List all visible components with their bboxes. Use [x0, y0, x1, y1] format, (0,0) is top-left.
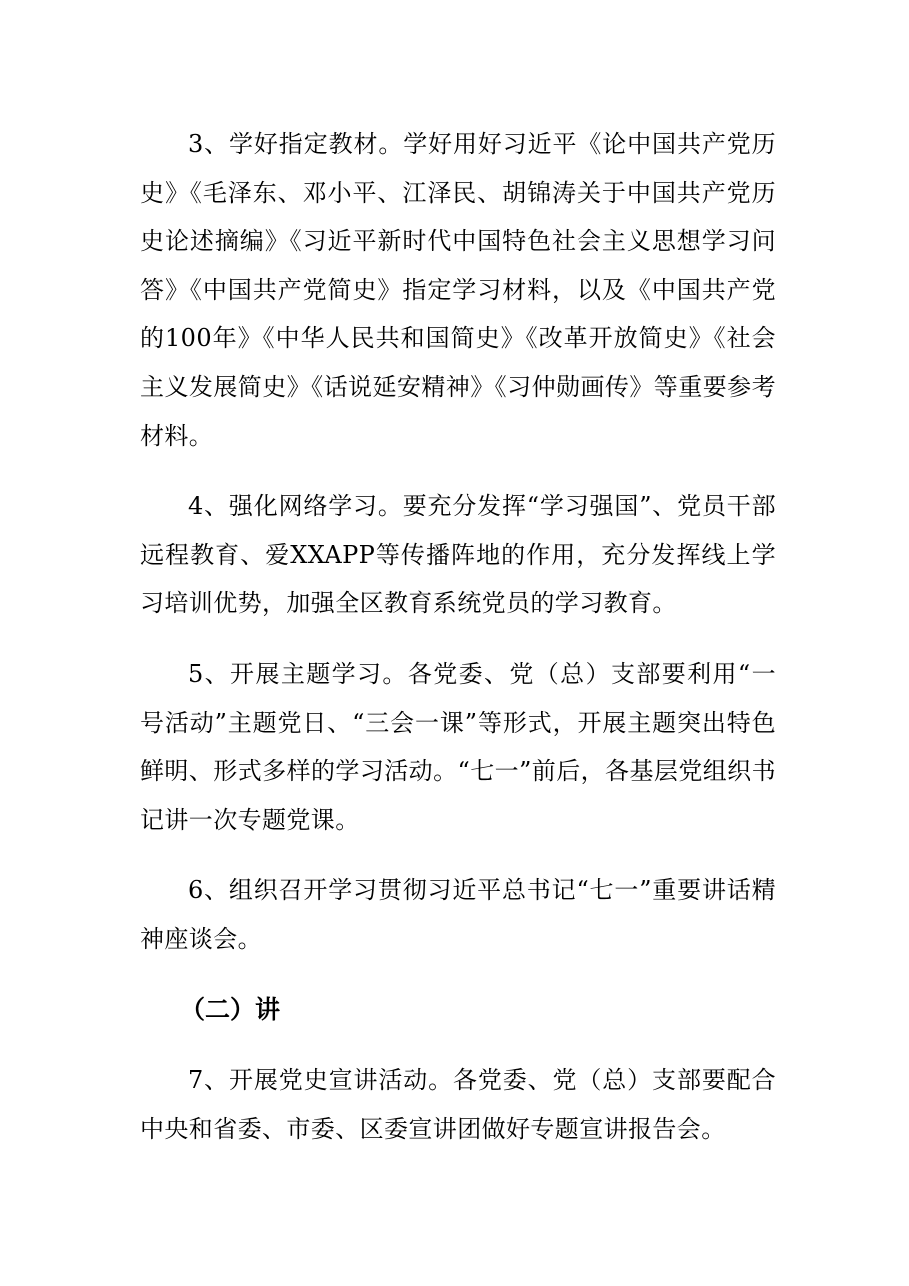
paragraph-item-7: 7、开展党史宣讲活动。各党委、党（总）支部要配合中央和省委、市委、区委宣讲团做好专题宣讲报告会。 — [140, 1066, 776, 1143]
paragraph-item-6: 6、组织召开学习贯彻习近平总书记“七一”重要讲话精神座谈会。 — [140, 876, 776, 953]
paragraph-item-4: 4、强化网络学习。要充分发挥“学习强国”、党员干部远程教育、爱XXAPP等传播阵地的作用，充分发挥线上学习培训优势，加强全区教育系统党员的学习教育。 — [140, 492, 776, 618]
paragraph-item-3: 3、学好指定教材。学好用好习近平《论中国共产党历史》《毛泽东、邓小平、江泽民、胡锦涛关于中国共产党历史论述摘编》《习近平新时代中国特色社会主义思想学习问答》《中国共产党简史》指定学习材料，以及《中国共产党的100年》《中华人民共和国简史》《改革开放简史》《社会主义发展简史》《话说延安精神》《习仲勋画传》等重要参考材料。 — [140, 130, 776, 450]
section-heading: （二）讲 — [180, 994, 281, 1024]
document-body — [140, 120, 776, 1175]
paragraph-item-5: 5、开展主题学习。各党委、党（总）支部要利用“一号活动”主题党日、“三会一课”等形式，开展主题突出特色鲜明、形式多样的学习活动。“七一”前后，各基层党组织书记讲一次专题党课。 — [140, 659, 776, 834]
